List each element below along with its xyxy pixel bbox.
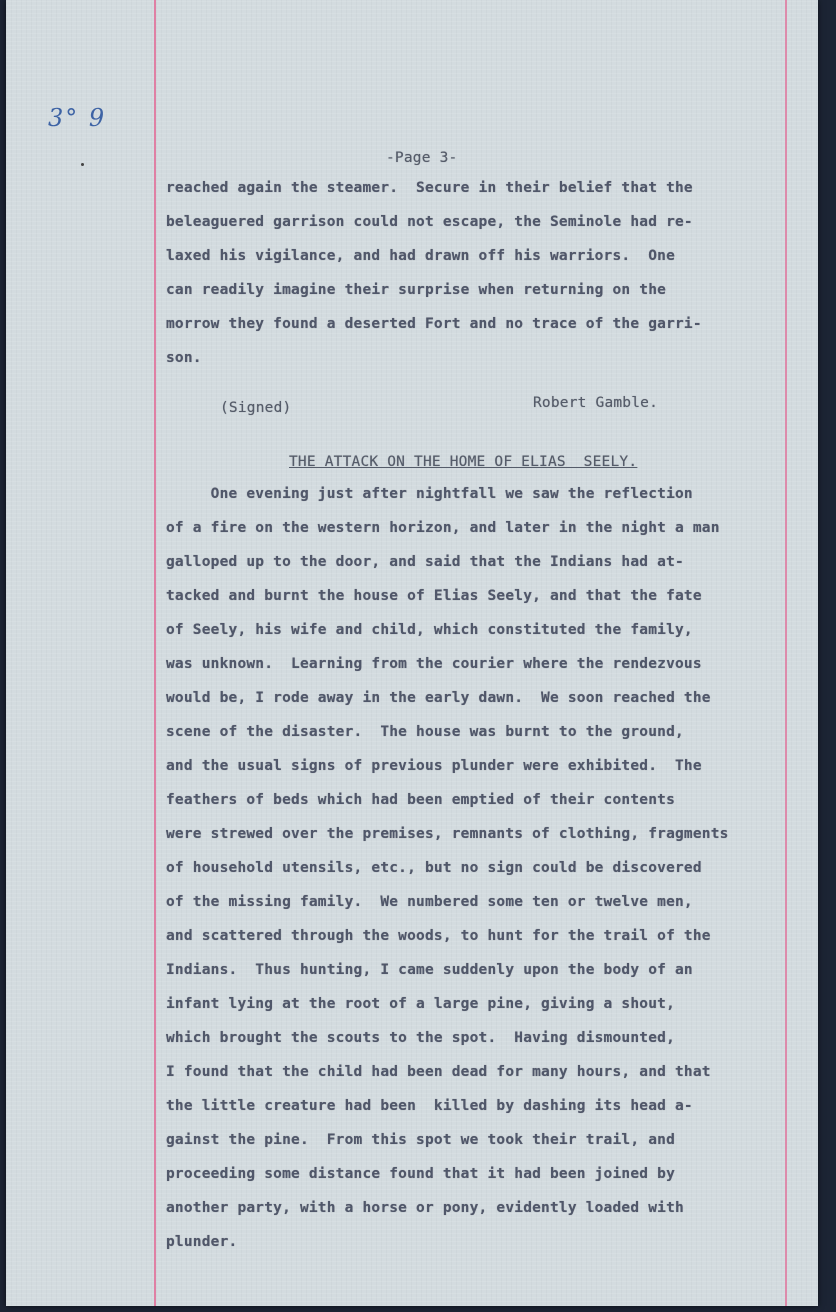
ink-dot	[81, 163, 84, 166]
p2-line-16: infant lying at the root of a large pine, giving a shout,	[166, 996, 675, 1012]
signed-label: (Signed)	[220, 400, 292, 416]
p2-line-6: was unknown. Learning from the courier where the rendezvous	[166, 656, 702, 672]
p2-line-19: the little creature had been killed by dashing its head a-	[166, 1098, 693, 1114]
p2-line-2: of a fire on the western horizon, and later in the night a man	[166, 520, 720, 536]
section-heading: THE ATTACK ON THE HOME OF ELIAS SEELY.	[289, 454, 638, 470]
left-margin-rule	[154, 0, 156, 1306]
p1-line-2: beleaguered garrison could not escape, the Seminole had re-	[166, 214, 693, 230]
archive-handwritten-note: 3° 9	[48, 104, 107, 132]
p2-line-5: of Seely, his wife and child, which constituted the family,	[166, 622, 693, 638]
page-number: -Page 3-	[386, 150, 458, 166]
p1-line-1: reached again the steamer. Secure in their belief that the	[166, 180, 693, 196]
p2-line-12: of household utensils, etc., but no sign could be discovered	[166, 860, 702, 876]
p2-line-20: gainst the pine. From this spot we took their trail, and	[166, 1132, 675, 1148]
p2-line-17: which brought the scouts to the spot. Having dismounted,	[166, 1030, 675, 1046]
right-margin-rule	[785, 0, 787, 1306]
p2-line-3: galloped up to the door, and said that the Indians had at-	[166, 554, 684, 570]
p1-line-4: can readily imagine their surprise when returning on the	[166, 282, 667, 298]
p2-line-15: Indians. Thus hunting, I came suddenly upon the body of an	[166, 962, 693, 978]
p1-line-5: morrow they found a deserted Fort and no trace of the garri-	[166, 316, 702, 332]
p2-line-11: were strewed over the premises, remnants of clothing, fragments	[166, 826, 729, 842]
p2-line-23: plunder.	[166, 1234, 238, 1250]
p1-line-3: laxed his vigilance, and had drawn off his warriors. One	[166, 248, 675, 264]
p2-line-9: and the usual signs of previous plunder were exhibited. The	[166, 758, 702, 774]
p2-line-21: proceeding some distance found that it had been joined by	[166, 1166, 675, 1182]
p2-line-1: One evening just after nightfall we saw the reflection	[166, 486, 693, 502]
p2-line-10: feathers of beds which had been emptied of their contents	[166, 792, 675, 808]
p2-line-4: tacked and burnt the house of Elias Seely, and that the fate	[166, 588, 702, 604]
p2-line-8: scene of the disaster. The house was burnt to the ground,	[166, 724, 684, 740]
typewritten-page	[6, 0, 818, 1306]
p1-line-6: son.	[166, 350, 202, 366]
p2-line-18: I found that the child had been dead for many hours, and that	[166, 1064, 711, 1080]
signature-name: Robert Gamble.	[533, 395, 659, 411]
p2-line-22: another party, with a horse or pony, evidently loaded with	[166, 1200, 684, 1216]
p2-line-13: of the missing family. We numbered some ten or twelve men,	[166, 894, 693, 910]
p2-line-7: would be, I rode away in the early dawn. We soon reached the	[166, 690, 711, 706]
p2-line-14: and scattered through the woods, to hunt for the trail of the	[166, 928, 711, 944]
